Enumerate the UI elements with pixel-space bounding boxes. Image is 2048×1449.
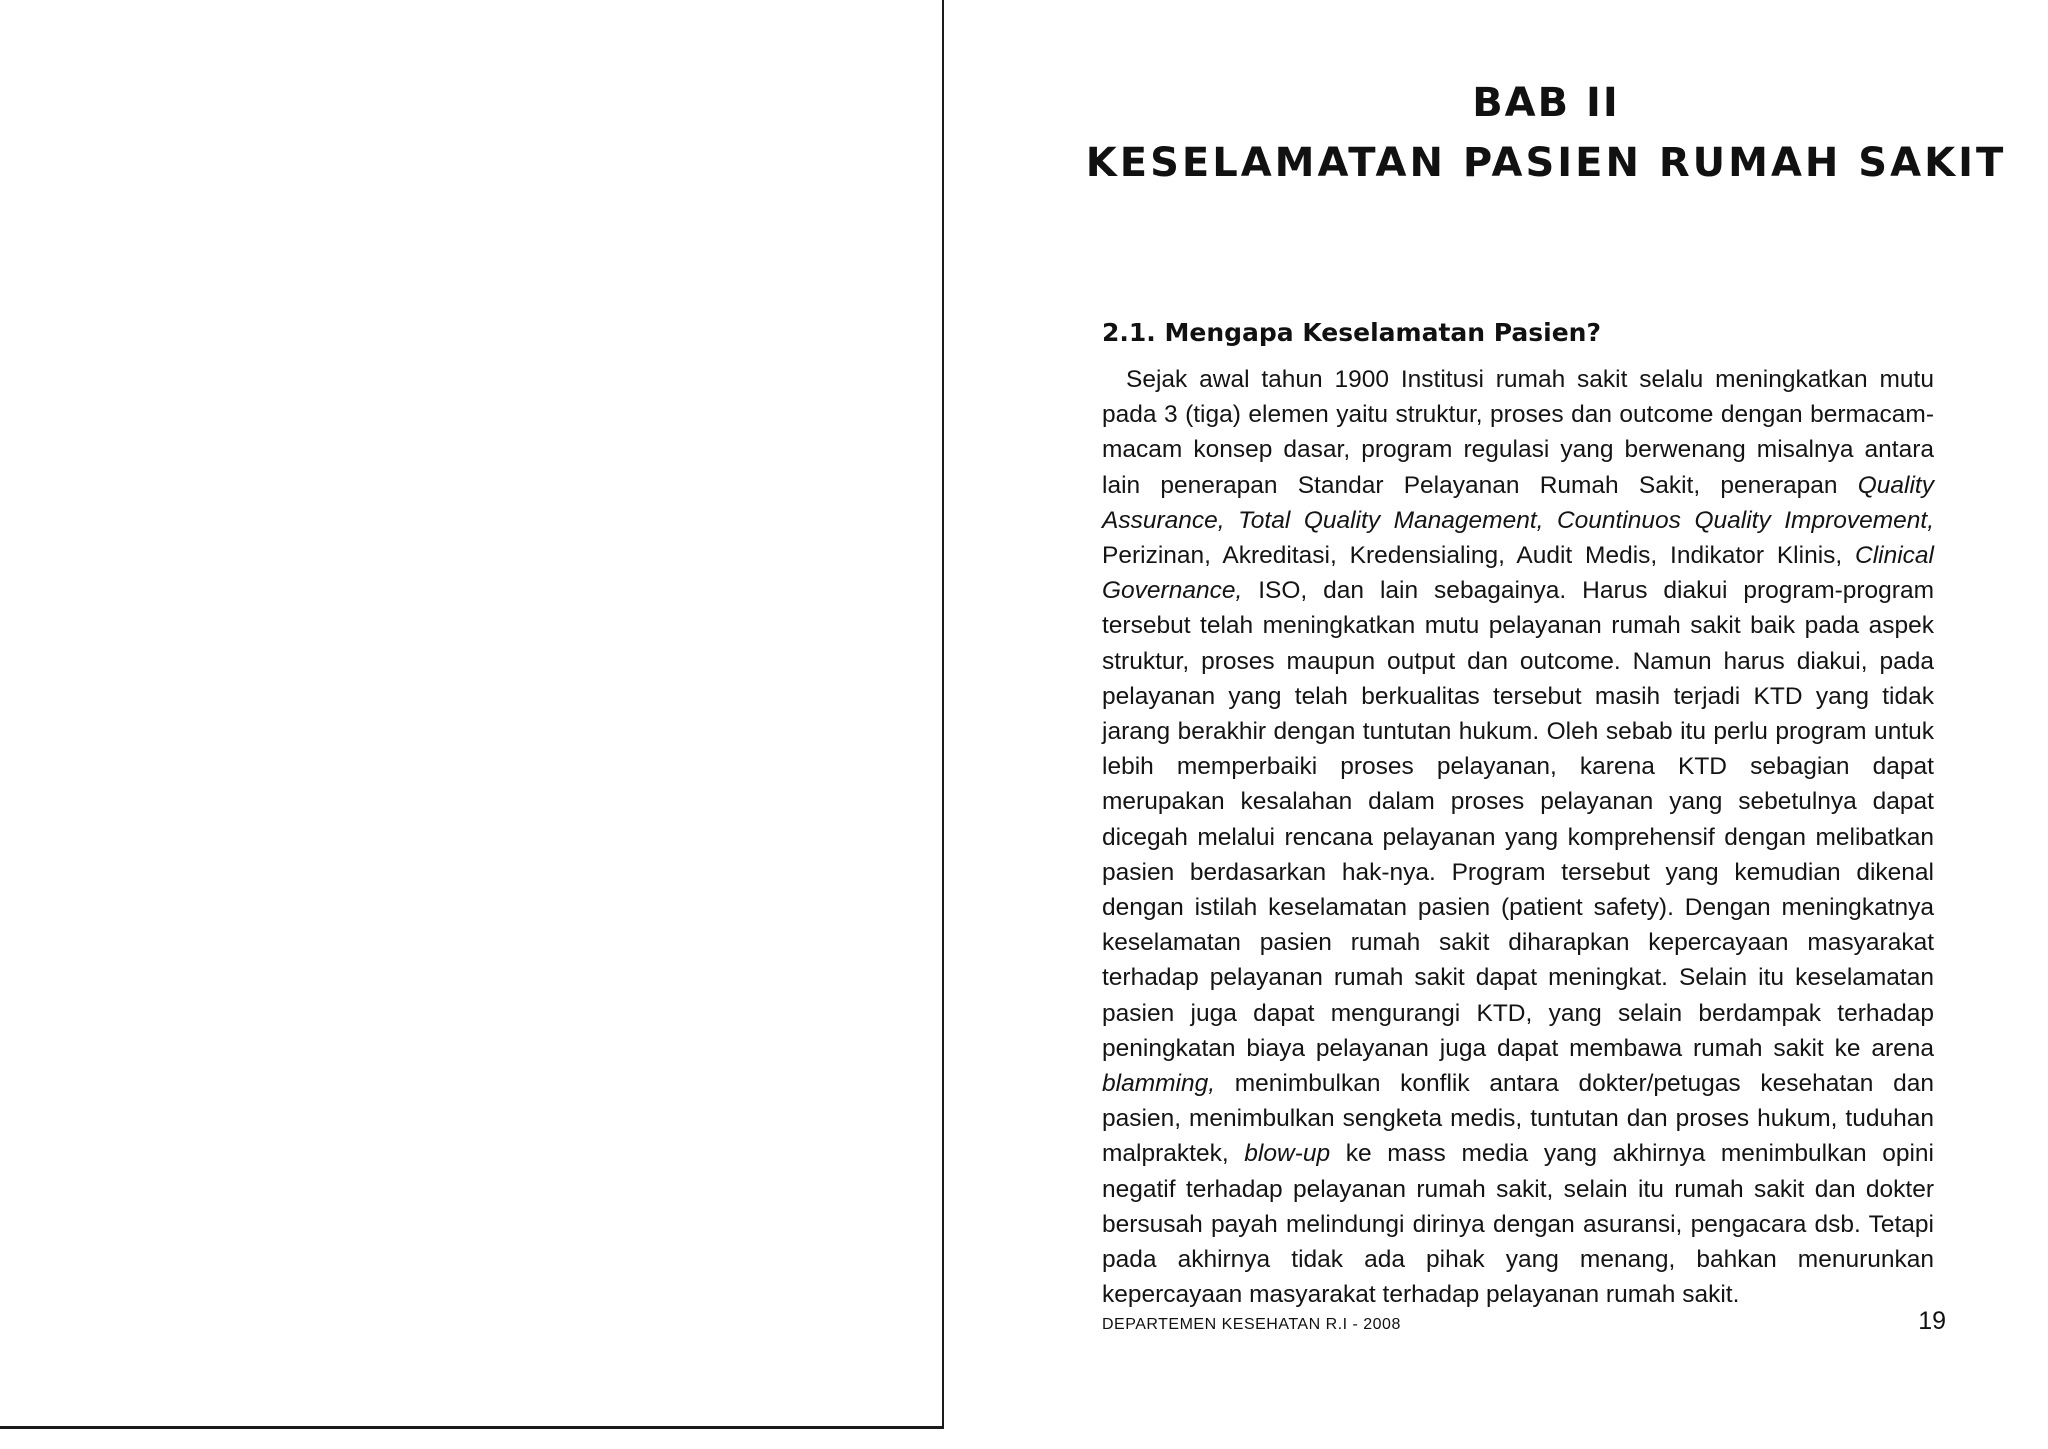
right-page (946, 0, 2048, 1449)
chapter-title: KESELAMATAN PASIEN RUMAH SAKIT (1085, 140, 2007, 186)
paragraph-italic-term: blow-up (1244, 1140, 1331, 1168)
paragraph-text: Perizinan, Akreditasi, Kredensialing, Audit Medis, Indikator Klinis, (1102, 542, 1856, 570)
page-bottom-edge (0, 1426, 944, 1429)
paragraph-text: Sejak awal tahun 1900 Institusi rumah sakit selalu meningkatkan mutu pada 3 (tiga) elemen yaitu struktur, proses dan outcome dengan bermacam-macam konsep dasar, program regulasi yang berwenang misalnya antara lain penerapan Standar Pelayanan Rumah Sakit, penerapan (1102, 366, 1934, 499)
section-heading: 2.1. Mengapa Keselamatan Pasien? (1102, 318, 1601, 347)
paragraph-text: ISO, dan lain sebagainya. Harus diakui program-program tersebut telah meningkatkan mutu pelayanan rumah sakit baik pada aspek struktur, proses maupun output dan outcome. Namun harus diakui, pada pelayanan yang telah berkualitas tersebut masih terjadi KTD yang tidak jarang berakhir dengan tuntutan hukum. Oleh sebab itu perlu program untuk lebih memperbaiki proses pelayanan, karena KTD sebagian dapat merupakan kesalahan dalam proses pelayanan yang sebetulnya dapat dicegah melalui rencana pelayanan yang komprehensif dengan melibatkan pasien berdasarkan hak-nya. Program tersebut yang kemudian dikenal dengan istilah keselamatan pasien (patient safety). Dengan meningkatnya keselamatan pasien rumah sakit diharapkan kepercayaan masyarakat terhadap pelayanan rumah sakit dapat meningkat. Selain itu keselamatan pasien juga dapat mengurangi KTD, yang selain berdampak terhadap peningkatan biaya pelayanan juga dapat membawa rumah sakit ke arena (1102, 577, 1934, 1062)
footer-publisher: DEPARTEMEN KESEHATAN R.I - 2008 (1102, 1316, 1401, 1333)
chapter-number: BAB II (1472, 80, 1620, 126)
left-blank-page (0, 0, 940, 1426)
paragraph-text: menimbulkan konflik antara dokter/petugas kesehatan dan pasien, menimbulkan sengketa medis, tuntutan dan proses hukum, tuduhan malpraktek, (1102, 1070, 1934, 1168)
paragraph-text: ke mass media yang akhirnya menimbulkan opini negatif terhadap pelayanan rumah sakit, selain itu rumah sakit dan dokter bersusah payah melindungi dirinya dengan asuransi, pengacara dsb. Tetapi pada akhirnya tidak ada pihak yang menang, bahkan menurunkan kepercayaan masyarakat terhadap pelayanan rumah sakit. (1102, 1140, 1934, 1309)
paragraph-italic-terms: Quality Assurance, Total Quality Management, Countinuos Quality Improvement, (1102, 471, 1934, 534)
paragraph-italic-term: blamming, (1102, 1070, 1216, 1098)
gutter-line (942, 0, 944, 1428)
paragraph-italic-term: Clinical Governance, (1102, 542, 1934, 605)
page-number: 19 (1918, 1307, 1946, 1335)
body-paragraph (1102, 362, 1934, 1312)
